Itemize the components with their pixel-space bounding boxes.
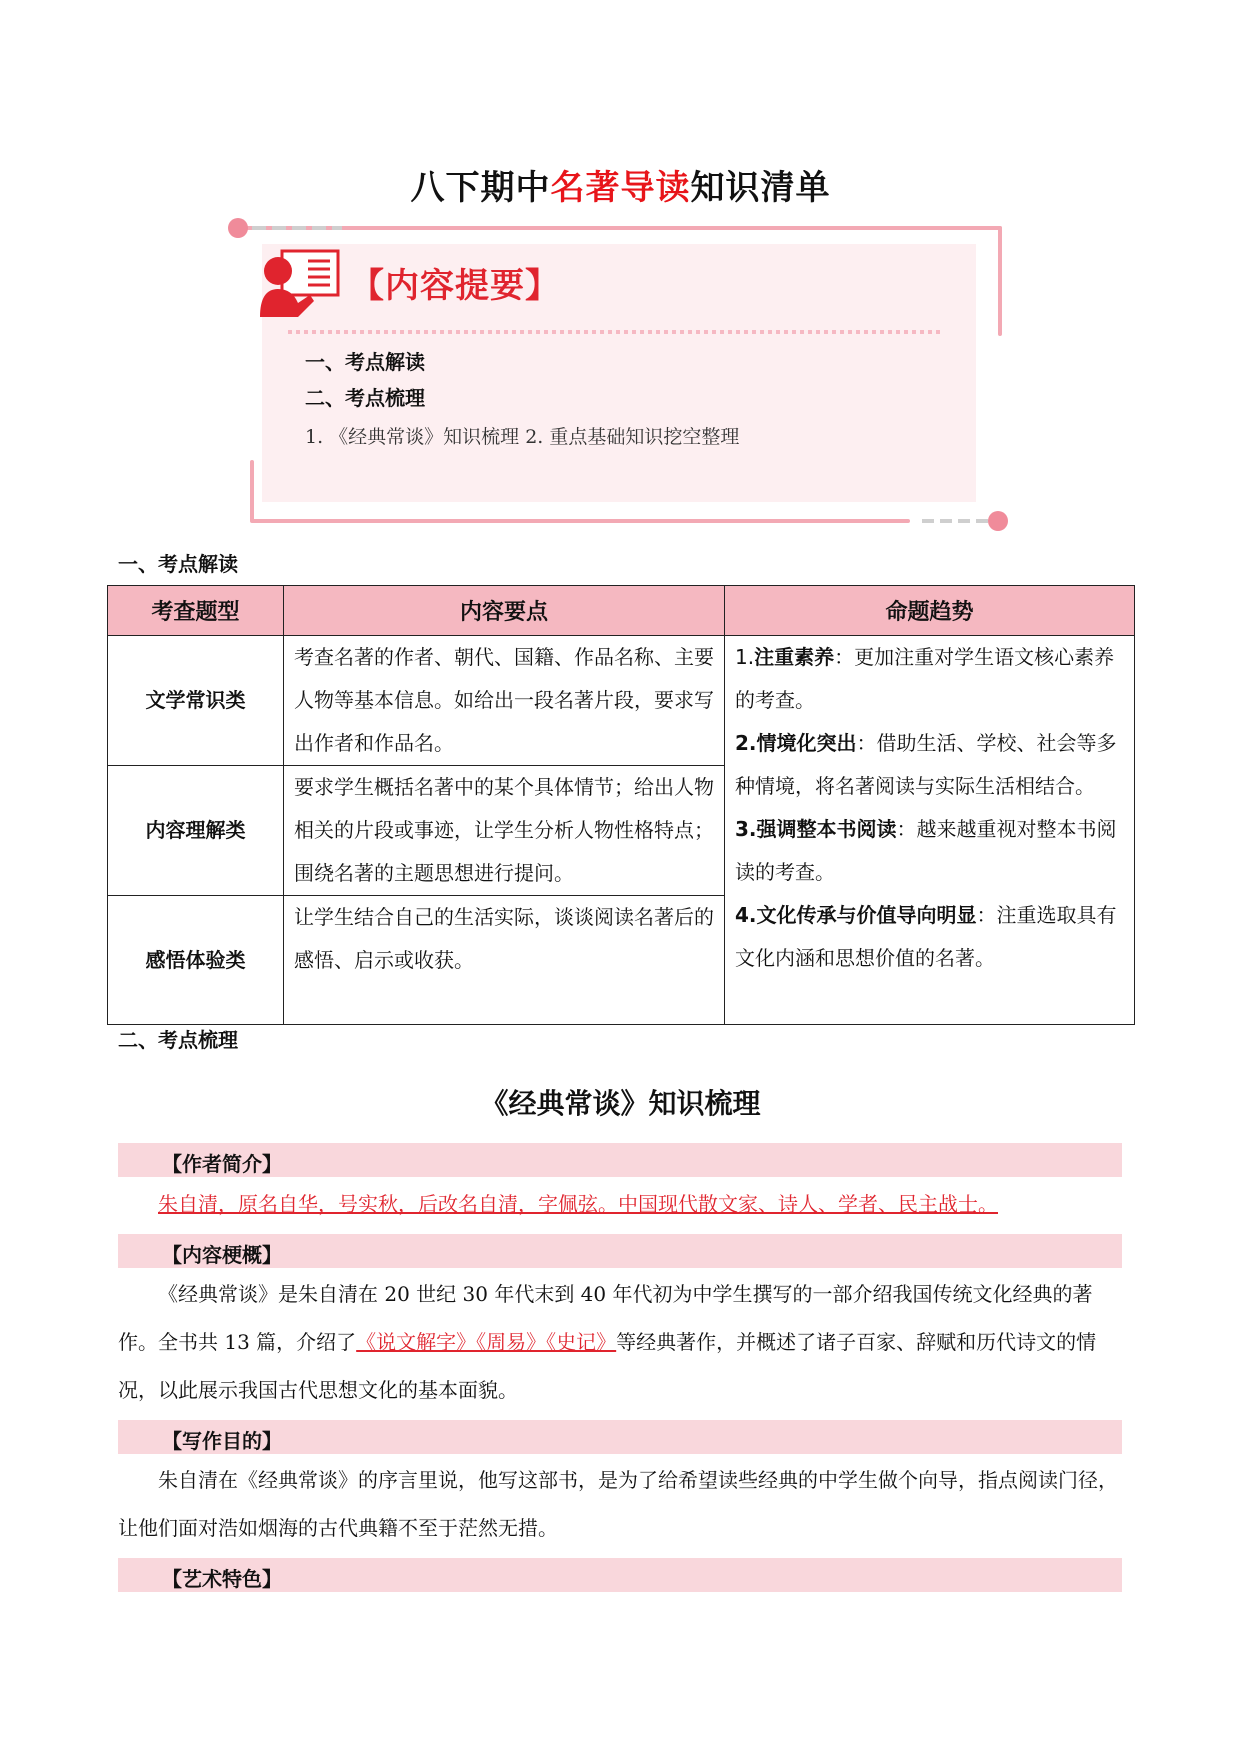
table-header: 内容要点 (284, 586, 725, 636)
summary-frame-dash (252, 226, 342, 230)
content-points: 让学生结合自己的生活实际，谈谈阅读名著后的感悟、启示或收获。 (284, 896, 725, 1025)
author-text: 朱自清，原名自华，号实秋，后改名自清，字佩弦。中国现代散文家、诗人、学者、民主战士。 (158, 1192, 998, 1216)
summary-frame-right (998, 226, 1002, 336)
summary-frame-dash (922, 519, 988, 523)
summary-text: 《经典常谈》是朱自清在 20 世纪 30 年代末到 40 年代初为中学生撰写的一部介绍我国传统文化经典的著作。全书共 13 篇，介绍了《说文解字》《周易》《史记》等经典著作，并概述了诸子百家、辞赋和历代诗文的情况，以此展示我国古代思想文化的基本面貌。 (118, 1282, 1097, 1402)
question-type: 感悟体验类 (108, 896, 284, 1025)
section-label-1: 一、考点解读 (118, 552, 238, 576)
sub-title: 《经典常谈》知识梳理 (480, 1087, 761, 1120)
section-label-2: 二、考点梳理 (118, 1028, 238, 1052)
trend-item: 4.文化传承与价值导向明显：注重选取具有文化内涵和思想价值的名著。 (735, 903, 1117, 970)
summary-divider (288, 330, 943, 334)
trend-item: 1.注重素养：更加注重对学生语文核心素养的考查。 (735, 645, 1115, 712)
page-title (0, 160, 1241, 209)
band-label-purpose: 【写作目的】 (162, 1429, 282, 1453)
table-header: 命题趋势 (725, 586, 1135, 636)
question-type: 文学常识类 (108, 636, 284, 766)
question-type: 内容理解类 (108, 766, 284, 896)
trend-item: 3.强调整本书阅读：越来越重视对整本书阅读的考查。 (735, 817, 1117, 884)
summary-frame-top (232, 226, 1002, 230)
title-highlight: 名著导读 (550, 168, 691, 208)
table-row (108, 636, 1135, 766)
table-header: 考查题型 (108, 586, 284, 636)
summary-subitems: 1. 《经典常谈》知识梳理 2. 重点基础知识挖空整理 (305, 426, 740, 448)
trend-cell (725, 636, 1135, 1025)
exam-points-table (107, 585, 1135, 1025)
table-header-row (108, 586, 1135, 636)
trend-item: 2.情境化突出：借助生活、学校、社会等多种情境，将名著阅读与实际生活相结合。 (735, 731, 1117, 798)
summary-frame-bottom (250, 519, 910, 523)
purpose-text: 朱自清在《经典常谈》的序言里说，他写这部书，是为了给希望读些经典的中学生做个向导，指点阅读门径，让他们面对浩如烟海的古代典籍不至于茫然无措。 (118, 1468, 1118, 1540)
summary-heading: 【内容提要】 (350, 266, 560, 306)
summary-item: 一、考点解读 (305, 350, 425, 374)
band-label-author: 【作者简介】 (162, 1152, 282, 1176)
summary-frame-left (250, 460, 254, 522)
band-label-summary: 【内容梗概】 (162, 1243, 282, 1267)
title-suffix: 知识清单 (690, 168, 831, 208)
presenter-icon (258, 247, 342, 319)
frame-dot (988, 511, 1008, 531)
frame-dot (228, 218, 248, 238)
summary-item: 二、考点梳理 (305, 386, 425, 410)
content-points: 要求学生概括名著中的某个具体情节；给出人物相关的片段或事迹，让学生分析人物性格特点；围绕名著的主题思想进行提问。 (284, 766, 725, 896)
content-points: 考查名著的作者、朝代、国籍、作品名称、主要人物等基本信息。如给出一段名著片段，要求写出作者和作品名。 (284, 636, 725, 766)
band-label-art: 【艺术特色】 (162, 1567, 282, 1591)
title-prefix: 八下期中 (410, 168, 551, 208)
